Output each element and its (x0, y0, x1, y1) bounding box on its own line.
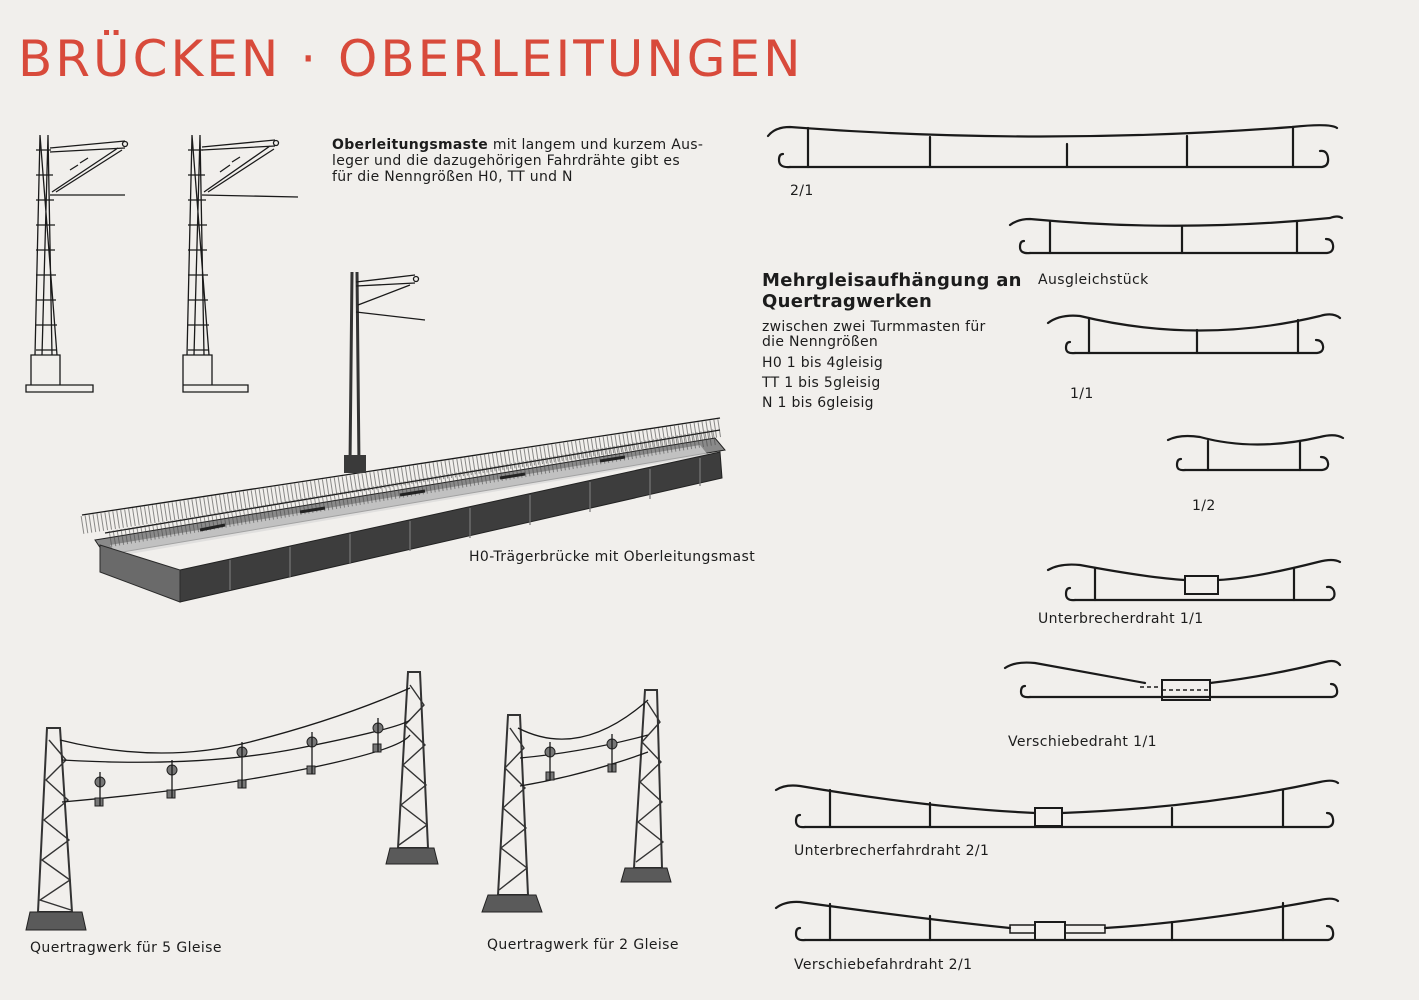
wire-verschiebefahr-21-label: Verschiebefahrdraht 2/1 (794, 957, 973, 973)
wire-21-label: 2/1 (790, 183, 814, 199)
portal-5-illustration (26, 672, 438, 930)
wire-12-diagram (1168, 435, 1343, 470)
wire-verschiebefahr-21-diagram (776, 899, 1338, 940)
wire-unterbrecherfahr-21-label: Unterbrecherfahrdraht 2/1 (794, 843, 990, 859)
wire-11-label: 1/1 (1070, 386, 1094, 402)
multitrack-block (762, 270, 1022, 413)
masts-description-line1: mit langem und kurzem Aus- (488, 137, 704, 153)
portal-2-illustration (482, 690, 671, 912)
wire-12-label: 1/2 (1192, 498, 1216, 514)
multitrack-line1: zwischen zwei Turmmasten für (762, 319, 986, 335)
bridge-caption: H0-Trägerbrücke mit Oberleitungsmast (469, 549, 756, 565)
masts-description (332, 137, 703, 185)
wire-ausgleich-diagram (1010, 217, 1342, 254)
portal-2-caption: Quertragwerk für 2 Gleise (487, 937, 679, 953)
multitrack-line3: H0 1 bis 4gleisig (762, 355, 884, 371)
masts-description-bold: Oberleitungsmaste (332, 137, 489, 153)
wire-unterbrecherfahr-21-diagram (776, 781, 1338, 827)
wire-ausgleich-label: Ausgleichstück (1038, 272, 1149, 288)
wire-unterbrecher-11-diagram (1048, 560, 1340, 600)
wire-verschiebe-11-diagram (1005, 661, 1340, 700)
page-title: BRÜCKEN · OBERLEITUNGEN (18, 30, 804, 88)
mast-long-illustration (26, 135, 128, 392)
multitrack-heading-line2: Quertragwerken (762, 291, 933, 312)
portal-5-caption: Quertragwerk für 5 Gleise (30, 940, 222, 956)
multitrack-line2: die Nenngrößen (762, 334, 879, 350)
mast-short-illustration (183, 135, 298, 392)
multitrack-heading-line1: Mehrgleisaufhängung an (762, 270, 1022, 291)
masts-description-line3: für die Nenngrößen H0, TT und N (332, 169, 573, 185)
wire-21-diagram (768, 125, 1337, 167)
multitrack-line4: TT 1 bis 5gleisig (762, 375, 881, 391)
multitrack-line5: N 1 bis 6gleisig (762, 395, 874, 411)
wire-unterbrecher-11-label: Unterbrecherdraht 1/1 (1038, 611, 1204, 627)
wire-verschiebe-11-label: Verschiebedraht 1/1 (1008, 734, 1157, 750)
masts-description-line2: leger und die dazugehörigen Fahrdrähte gibt es (332, 153, 680, 169)
wire-11-diagram (1048, 314, 1340, 353)
